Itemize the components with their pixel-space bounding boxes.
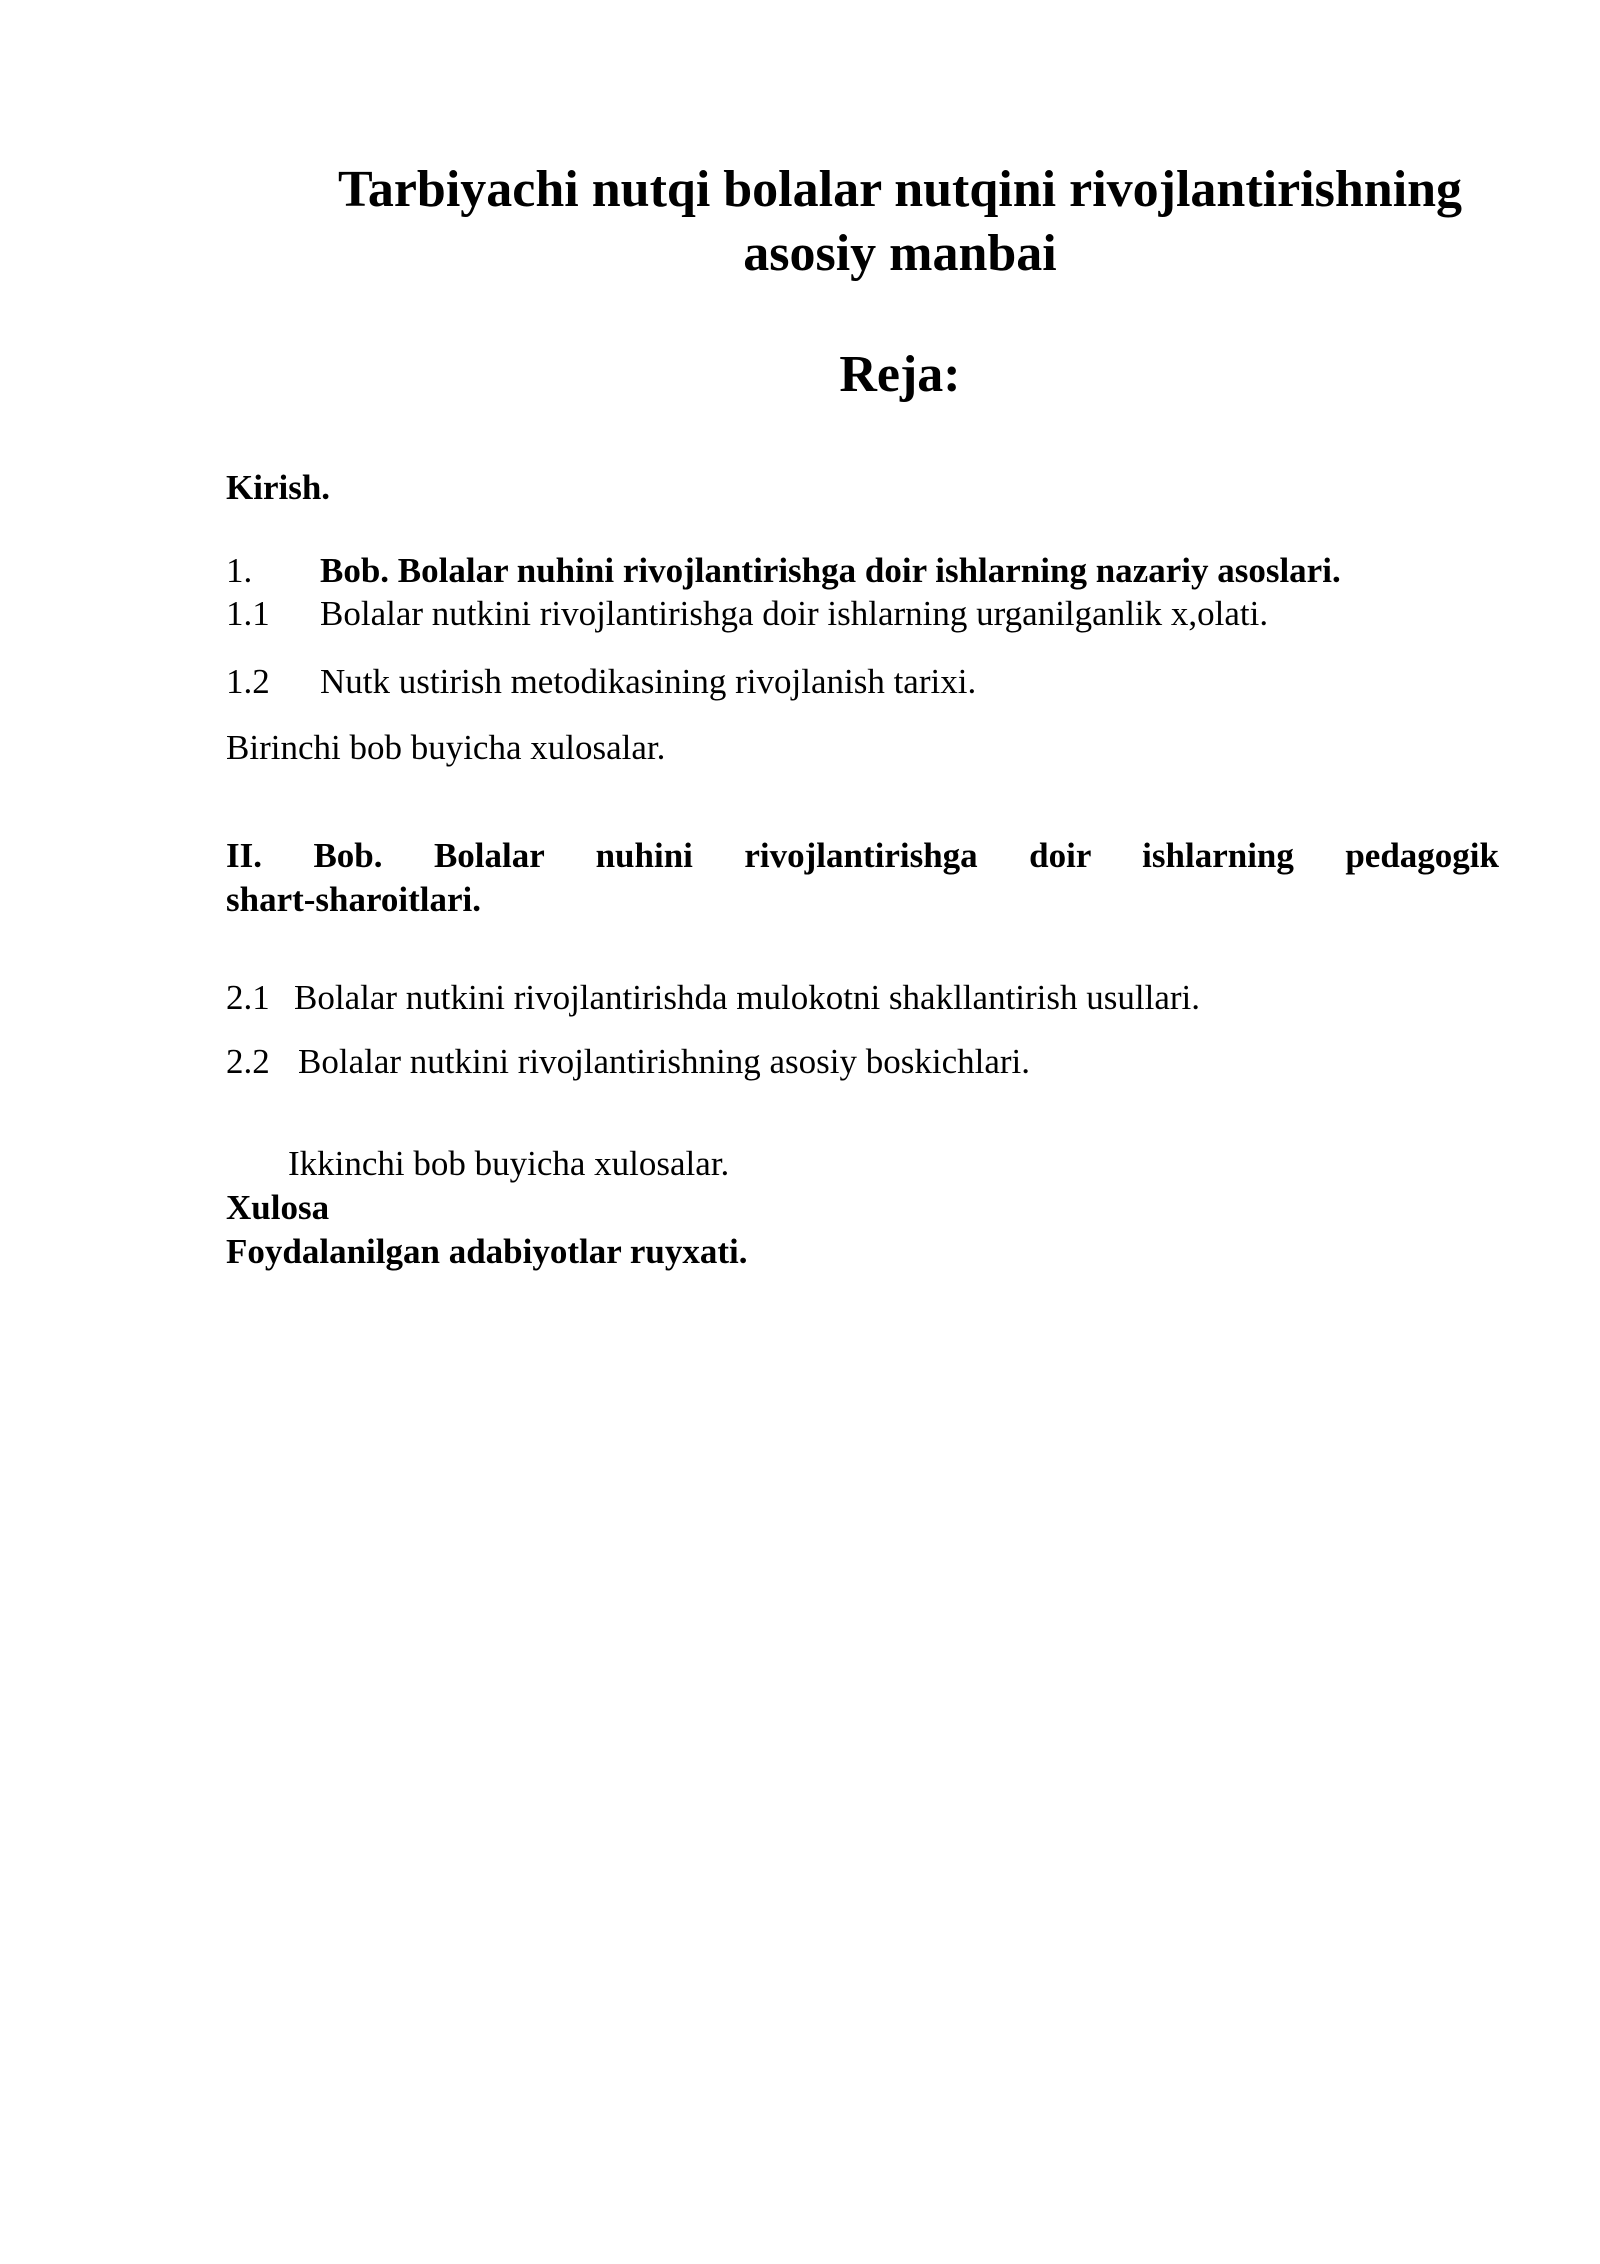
chapter-1-title: Bob. Bolalar nuhini rivojlantirishga doir ishlarning nazariy asoslari. — [320, 551, 1341, 590]
document-title-line-1: Tarbiyachi nutqi bolalar nutqini rivojlantirishning — [337, 161, 1463, 218]
references-item: Foydalanilgan adabiyotlar ruyxati. — [226, 1232, 748, 1271]
conclusion-item: Xulosa — [226, 1188, 330, 1227]
section-2-1-title: Bolalar nutkini rivojlantirishda mulokotni shakllantirish usullari. — [294, 978, 1201, 1017]
intro-item: Kirish. — [226, 468, 331, 507]
section-2-2-title: Bolalar nutkini rivojlantirishning asosiy boskichlari. — [298, 1042, 1030, 1081]
section-2-2-number: 2.2 — [226, 1042, 270, 1081]
section-1-2-number: 1.2 — [226, 662, 270, 701]
chapter-1-number: 1. — [226, 551, 253, 590]
section-1-1-title: Bolalar nutkini rivojlantirishga doir ishlarning urganilganlik x,olati. — [320, 594, 1269, 633]
document-title-line-2: asosiy manbai — [743, 225, 1057, 282]
chapter-2-title-line-1: II. Bob. Bolalar nuhini rivojlantirishga doir ishlarning pedagogik — [226, 836, 1499, 875]
plan-heading: Reja: — [839, 346, 961, 403]
section-1-1-number: 1.1 — [226, 594, 270, 633]
section-2-1-number: 2.1 — [226, 978, 270, 1017]
chapter-2-title-line-2: shart-sharoitlari. — [226, 880, 482, 919]
chapter-2-conclusion: Ikkinchi bob buyicha xulosalar. — [288, 1144, 730, 1183]
chapter-1-conclusion: Birinchi bob buyicha xulosalar. — [226, 728, 666, 767]
section-1-2-title: Nutk ustirish metodikasining rivojlanish tarixi. — [320, 662, 977, 701]
